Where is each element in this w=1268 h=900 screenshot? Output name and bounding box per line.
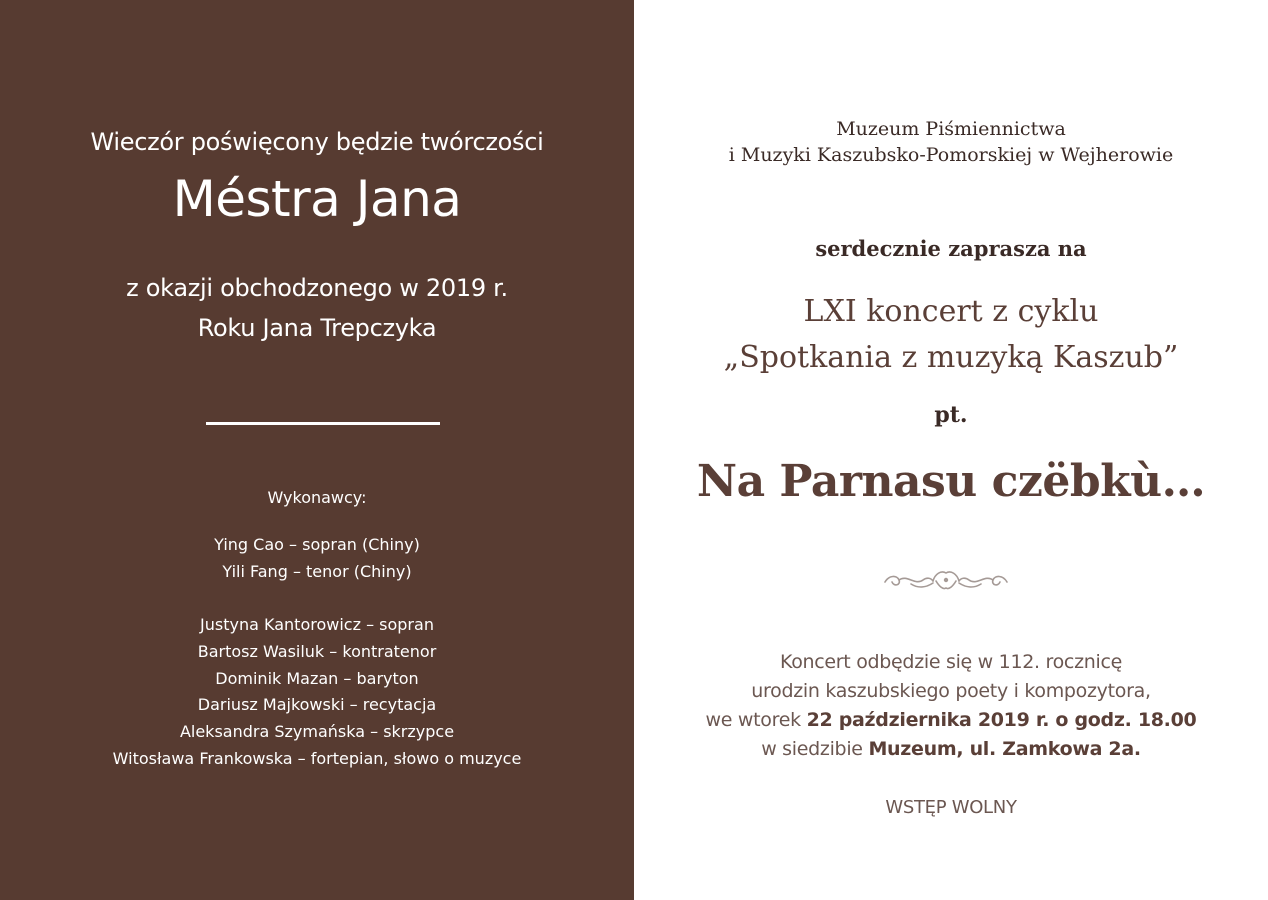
divider-rule	[206, 422, 440, 425]
concert-date: 22 października 2019 r. o godz. 18.00	[806, 709, 1197, 731]
free-entry-notice: WSTĘP WOLNY	[885, 797, 1017, 818]
concert-info-line-3	[634, 709, 1268, 731]
museum-name-line-1: Muzeum Piśmiennictwa	[836, 118, 1066, 140]
right-panel	[634, 0, 1268, 900]
performer-item: Witosława Frankowska – fortepian, słowo o muzyce	[112, 748, 522, 768]
performers-heading: Wykonawcy:	[267, 488, 367, 507]
intro-text: Wieczór poświęcony będzie twórczości	[90, 128, 544, 156]
museum-name-line-2: i Muzyki Kaszubsko-Pomorskiej w Wejherowie	[728, 144, 1174, 166]
performer-item: Bartosz Wasiluk – kontratenor	[197, 641, 437, 661]
performer-item: Dominik Mazan – baryton	[215, 668, 419, 688]
performers-list-guests	[0, 532, 634, 586]
concert-info-line-4	[634, 738, 1268, 760]
museum-name	[634, 116, 1268, 168]
honoree-name: Méstra Jana	[172, 170, 462, 228]
concert-info-line-1: Koncert odbędzie się w 112. rocznicę	[779, 651, 1123, 673]
performer-item: Yili Fang – tenor (Chiny)	[222, 561, 412, 581]
performer-item: Ying Cao – sopran (Chiny)	[214, 535, 420, 554]
performers-list	[0, 612, 634, 773]
concert-info-line-2: urodzin kaszubskiego poety i kompozytora,	[751, 680, 1151, 702]
concert-venue-prefix: w siedzibie	[761, 738, 869, 760]
occasion-line-1: z okazji obchodzonego w 2019 r.	[126, 274, 508, 302]
occasion-line-2: Roku Jana Trepczyka	[197, 314, 437, 342]
event-title: Na Parnasu czëbkù…	[696, 456, 1206, 507]
invitation-text: serdecznie zaprasza na	[815, 236, 1087, 261]
series-line-1: LXI koncert z cyklu	[803, 294, 1099, 329]
performer-item: Aleksandra Szymańska – skrzypce	[179, 722, 455, 742]
concert-venue: Muzeum, ul. Zamkowa 2a.	[868, 738, 1141, 760]
series-line-2: „Spotkania z muzyką Kaszub”	[723, 340, 1179, 375]
performer-item: Dariusz Majkowski – recytacja	[197, 695, 437, 715]
performer-item: Justyna Kantorowicz – sopran	[200, 615, 434, 634]
flourish-ornament-icon	[881, 566, 1011, 596]
pt-label: pt.	[934, 402, 968, 428]
concert-day-prefix: we wtorek	[705, 709, 807, 731]
